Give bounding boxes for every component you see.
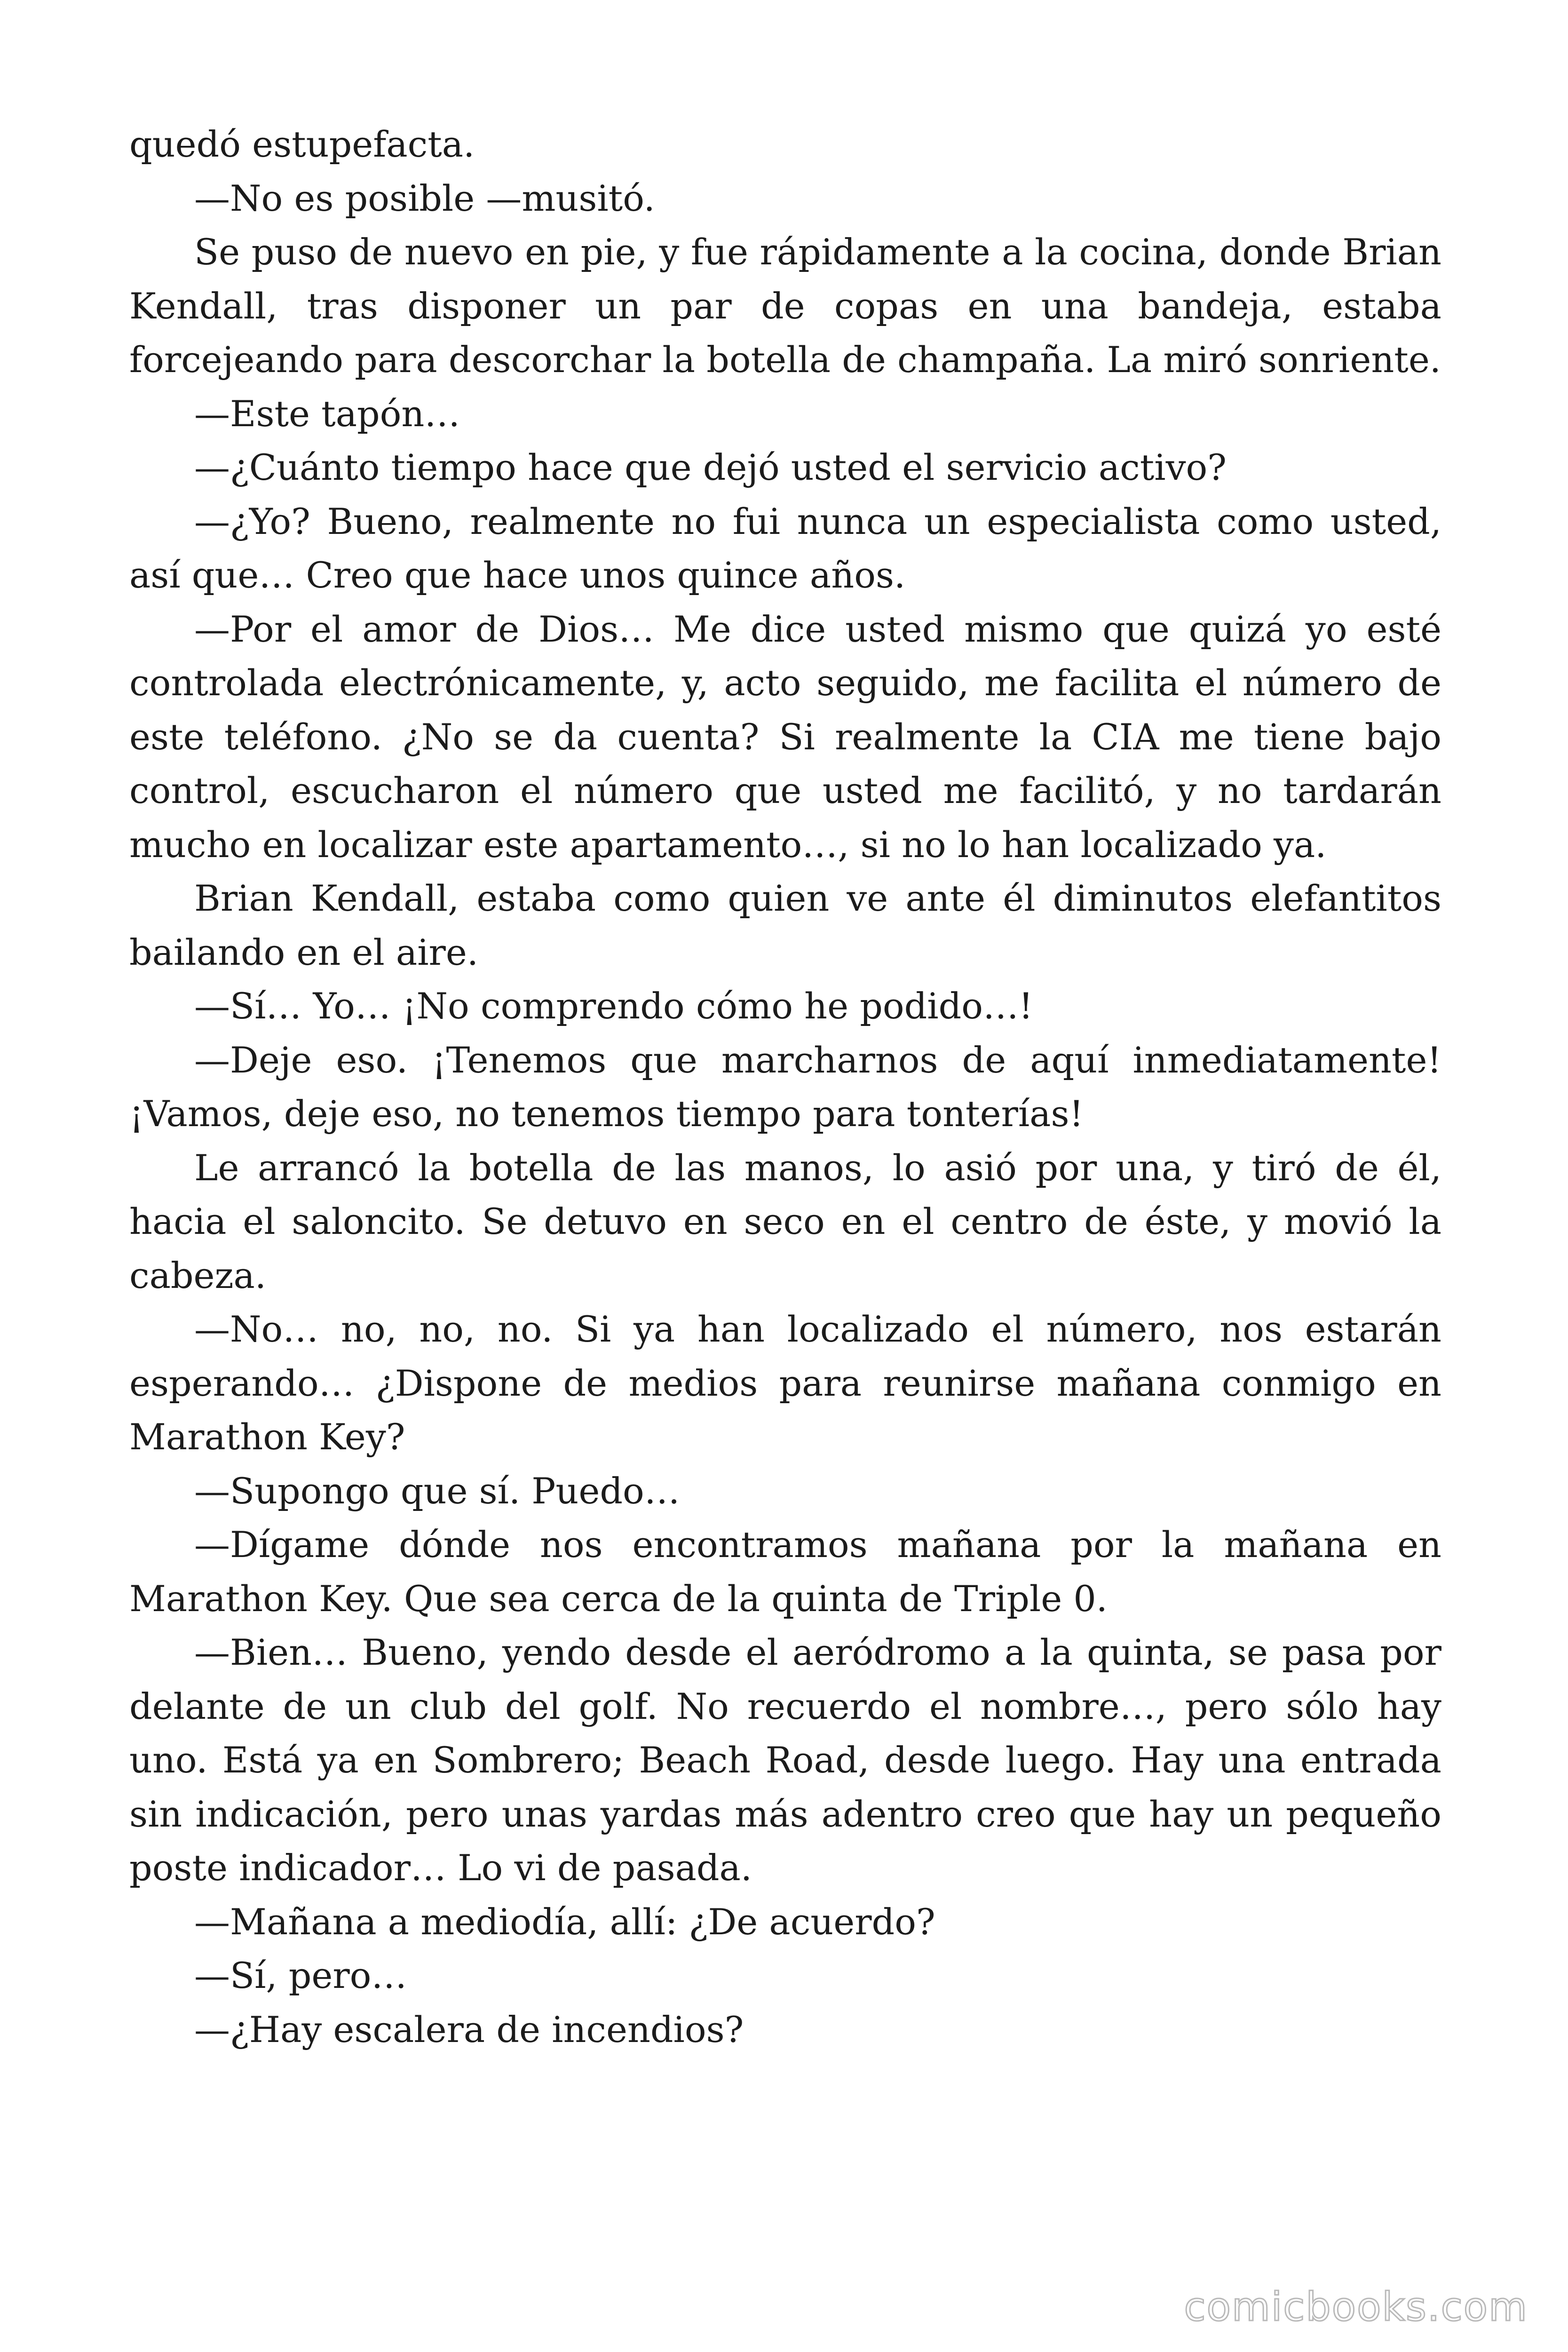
paragraph: —Dígame dónde nos encontramos mañana por la mañana en Marathon Key. Que sea cerca de la quinta de Triple 0.: [129, 1524, 1441, 1620]
paragraph: —¿Hay escalera de incendios?: [194, 2008, 744, 2050]
page-text: [129, 118, 1441, 2057]
paragraph: Le arrancó la botella de las manos, lo asió por una, y tiró de él, hacia el saloncito. Se detuvo en seco en el centro de éste, y movió la cabeza.: [129, 1146, 1441, 1296]
paragraph: quedó estupefacta.: [129, 123, 475, 165]
paragraph: —Mañana a mediodía, allí: ¿De acuerdo?: [194, 1900, 935, 1943]
paragraph: —¿Cuánto tiempo hace que dejó usted el servicio activo?: [194, 446, 1227, 488]
paragraph: Se puso de nuevo en pie, y fue rápidamente a la cocina, donde Brian Kendall, tras disponer un par de copas en una bandeja, estaba forcejeando para descorchar la botella de champaña. La miró sonriente.: [129, 231, 1441, 381]
paragraph: —No es posible —musitó.: [194, 177, 655, 219]
paragraph: —Supongo que sí. Puedo…: [194, 1470, 680, 1512]
paragraph: Brian Kendall, estaba como quien ve ante él diminutos elefantitos bailando en el aire.: [129, 877, 1441, 973]
paragraph: —Sí… Yo… ¡No comprendo cómo he podido…!: [194, 985, 1033, 1027]
paragraph: —Deje eso. ¡Tenemos que marcharnos de aquí inmediatamente! ¡Vamos, deje eso, no tenemos tiempo para tonterías!: [129, 1039, 1441, 1135]
paragraph: —¿Yo? Bueno, realmente no fui nunca un especialista como usted, así que… Creo que hace unos quince años.: [129, 500, 1441, 596]
paragraph: —Por el amor de Dios… Me dice usted mismo que quizá yo esté controlada electrónicamente, y, acto seguido, me facilita el número de este teléfono. ¿No se da cuenta? Si realmente la CIA me tiene bajo control, escucharon el número que usted me facilitó, y no tardarán mucho en localizar este apartamento…, si no lo han localizado ya.: [129, 608, 1441, 866]
paragraph: —Bien… Bueno, yendo desde el aeródromo a la quinta, se pasa por delante de un club del golf. No recuerdo el nombre…, pero sólo hay uno. Está ya en Sombrero; Beach Road, desde luego. Hay una entrada sin indicación, pero unas yardas más adentro creo que hay un pequeño poste indicador… Lo vi de pasada.: [129, 1631, 1441, 1889]
paragraph: —Este tapón…: [194, 392, 460, 435]
paragraph: —Sí, pero…: [194, 1955, 407, 1996]
watermark-logo: comicbooks.com: [1184, 2284, 1528, 2330]
paragraph: —No… no, no, no. Si ya han localizado el número, nos estarán esperando… ¿Dispone de medios para reunirse mañana conmigo en Marathon Key?: [129, 1308, 1441, 1458]
